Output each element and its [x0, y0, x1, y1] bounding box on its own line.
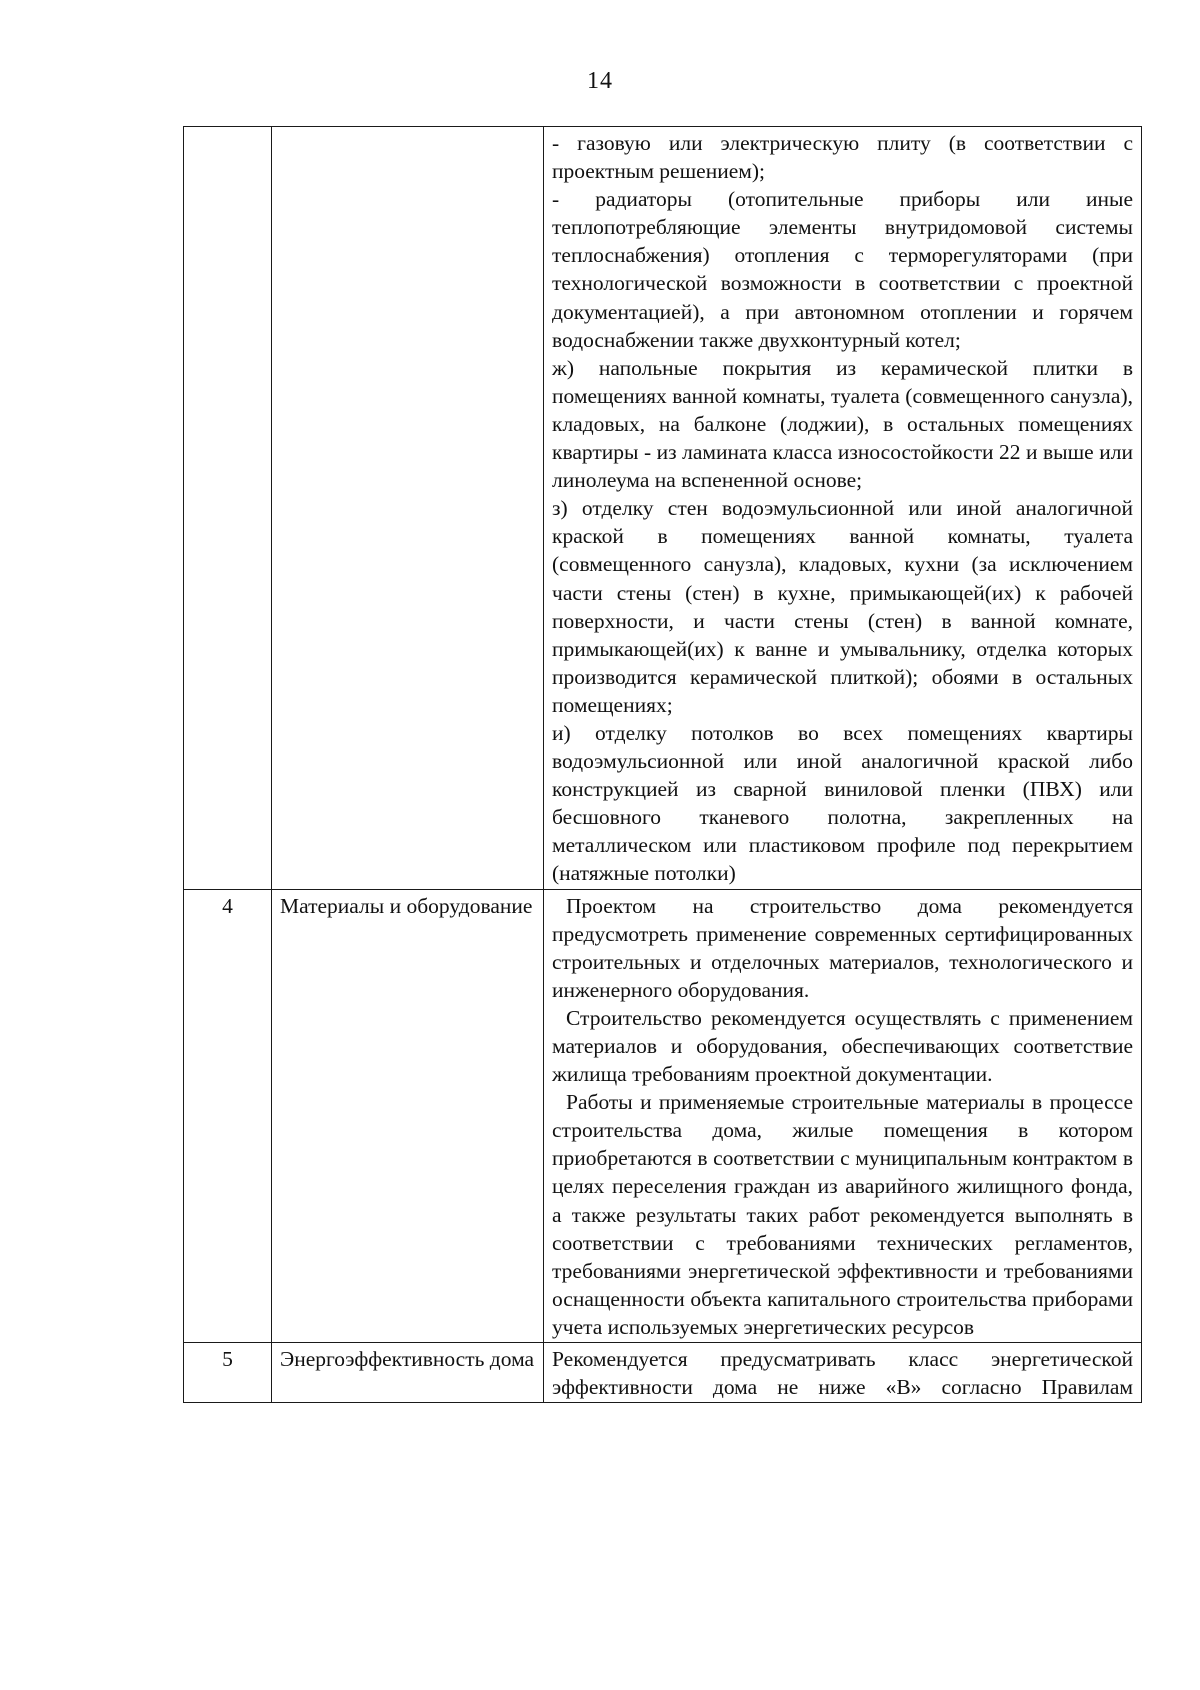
row-number-cell — [184, 127, 272, 890]
row-number-cell: 4 — [184, 889, 272, 1343]
row-name-cell: Материалы и оборудование — [272, 889, 544, 1343]
table-row — [184, 889, 1142, 1343]
paragraph: - газовую или электрическую плиту (в соответствии с проектным решением); — [552, 131, 1133, 184]
row-name-cell — [272, 127, 544, 890]
paragraph: - радиаторы (отопительные приборы или иные теплопотребляющие элементы внутридомовой системы теплоснабжения) отопления с терморегуляторами (при технологической возможности в соответствии с проектной документацией), а при автономном отоплении и горячем водоснабжении также двухконтурный котел; — [552, 187, 1133, 352]
row-number-cell: 5 — [184, 1343, 272, 1403]
paragraph: з) отделку стен водоэмульсионной или иной аналогичной краской в помещениях ванной комнаты, туалета (совмещенного санузла), кладовых, кухни (за исключением части стены (стен) в кухне, примыкающей(их) к рабочей поверхности, и части стены (стен) в ванной комнате, примыкающей(их) к ванне и умывальнику, отделка которых производится керамической плиткой); обоями в остальных помещениях; — [552, 496, 1133, 717]
paragraph: Работы и применяемые строительные материалы в процессе строительства дома, жилые помещения в котором приобретаются в соответствии с муниципальным контрактом в целях переселения граждан из аварийного жилищного фонда, а также результаты таких работ рекомендуется выполнять в соответствии с требованиями технических регламентов, требованиями энергетической эффективности и требованиями оснащенности объекта капитального строительства приборами учета используемых энергетических ресурсов — [552, 1090, 1133, 1339]
paragraph: Рекомендуется предусматривать класс энергетической эффективности дома не ниже «В» согласно Правилам — [552, 1347, 1133, 1400]
page-number: 14 — [587, 68, 613, 94]
row-text-cell — [544, 127, 1142, 890]
paragraph: Проектом на строительство дома рекомендуется предусмотреть применение современных сертифицированных строительных и отделочных материалов, технологического и инженерного оборудования. — [552, 893, 1133, 1002]
paragraph: Строительство рекомендуется осуществлять с применением материалов и оборудования, обеспечивающих соответствие жилища требованиям проектной документации. — [552, 1005, 1133, 1087]
paragraph: и) отделку потолков во всех помещениях квартиры водоэмульсионной или иной аналогичной краской либо конструкцией из сварной виниловой пленки (ПВХ) или бесшовного тканевого полотна, закрепленных на металлическом или пластиковом профиле под перекрытием (натяжные потолки) — [552, 720, 1133, 886]
row-text-cell — [544, 889, 1142, 1343]
paragraph: ж) напольные покрытия из керамической плитки в помещениях ванной комнаты, туалета (совмещенного санузла), кладовых, на балконе (лоджии), в остальных помещениях квартиры - из ламината класса износостойкости 22 и выше или линолеума на вспененной основе; — [552, 355, 1133, 493]
row-text-cell — [544, 1343, 1142, 1403]
table-row — [184, 1343, 1142, 1403]
row-name-cell: Энергоэффективность дома — [272, 1343, 544, 1403]
requirements-table — [183, 126, 1142, 1403]
table-row — [184, 127, 1142, 890]
